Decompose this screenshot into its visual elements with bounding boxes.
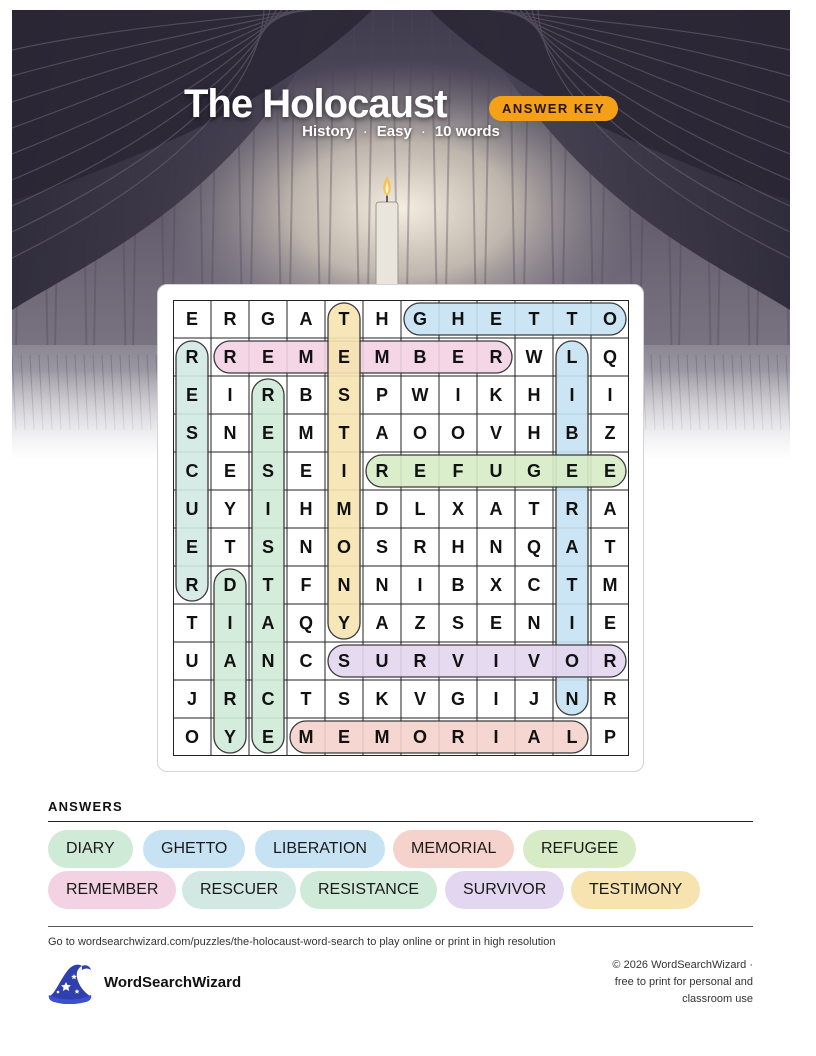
grid-letter[interactable]: U: [375, 650, 389, 671]
grid-letter[interactable]: R: [489, 346, 503, 367]
grid-letter[interactable]: I: [265, 498, 271, 519]
meta-word-count: 10 words: [434, 123, 500, 140]
grid-letter[interactable]: P: [603, 726, 616, 747]
grid-letter[interactable]: S: [261, 536, 274, 557]
answer-pill: SURVIVOR: [445, 871, 564, 909]
grid-letter[interactable]: E: [413, 460, 426, 481]
meta-category: History: [302, 123, 354, 140]
grid-letter[interactable]: Q: [298, 612, 313, 633]
answers-heading: ANSWERS: [48, 799, 123, 814]
grid-letter[interactable]: N: [375, 574, 389, 595]
grid-letter[interactable]: X: [451, 498, 464, 519]
grid-letter[interactable]: Z: [414, 612, 426, 633]
grid-letter[interactable]: J: [528, 688, 539, 709]
grid-letter[interactable]: R: [223, 688, 237, 709]
grid-letter[interactable]: I: [341, 460, 347, 481]
grid-letter[interactable]: E: [223, 460, 236, 481]
grid-letter[interactable]: M: [374, 346, 390, 367]
grid-letter[interactable]: R: [375, 460, 389, 481]
answer-pill: TESTIMONY: [571, 871, 700, 909]
grid-letter[interactable]: R: [603, 650, 617, 671]
grid-letter[interactable]: V: [413, 688, 426, 709]
grid-letter[interactable]: S: [185, 422, 198, 443]
grid-letter[interactable]: R: [223, 308, 237, 329]
grid-letter[interactable]: L: [566, 726, 578, 747]
grid-letter[interactable]: Y: [223, 726, 236, 747]
copyright-line: © 2026 WordSearchWizard ·: [612, 959, 753, 971]
grid-letter[interactable]: R: [185, 346, 199, 367]
grid-letter[interactable]: T: [566, 308, 578, 329]
grid-letter[interactable]: T: [300, 688, 312, 709]
grid-letter[interactable]: E: [337, 726, 350, 747]
grid-letter[interactable]: E: [565, 460, 578, 481]
grid-letter[interactable]: V: [451, 650, 464, 671]
grid-letter[interactable]: Q: [602, 346, 617, 367]
answer-pill: MEMORIAL: [393, 830, 514, 868]
grid-letter[interactable]: O: [450, 422, 465, 443]
grid-letter[interactable]: G: [412, 308, 427, 329]
grid-letter[interactable]: R: [451, 726, 465, 747]
grid-letter[interactable]: C: [185, 460, 199, 481]
grid-letter[interactable]: R: [413, 536, 427, 557]
grid-letter[interactable]: S: [375, 536, 388, 557]
answer-pill: REFUGEE: [523, 830, 636, 868]
grid-letter[interactable]: R: [413, 650, 427, 671]
grid-letter[interactable]: E: [185, 384, 198, 405]
grid-letter[interactable]: A: [223, 650, 237, 671]
grid-letter[interactable]: H: [299, 498, 313, 519]
grid-letter[interactable]: T: [566, 574, 578, 595]
puzzle-card: [157, 284, 644, 772]
grid-letter[interactable]: I: [569, 612, 575, 633]
grid-letter[interactable]: A: [527, 726, 541, 747]
grid-letter[interactable]: T: [528, 498, 540, 519]
grid-cells: [173, 300, 629, 756]
grid-letter[interactable]: R: [223, 346, 237, 367]
grid-letter[interactable]: R: [603, 688, 617, 709]
word-grid: [173, 300, 629, 756]
grid-letter[interactable]: L: [566, 346, 578, 367]
answer-pill: RESCUER: [182, 871, 296, 909]
grid-letter[interactable]: T: [224, 536, 236, 557]
puzzle-meta: [12, 123, 790, 140]
footer-link-text[interactable]: Go to wordsearchwizard.com/puzzles/the-holocaust-word-search to play online or print in high resolution: [48, 936, 556, 948]
grid-letter[interactable]: B: [299, 384, 313, 405]
grid-letter[interactable]: H: [375, 308, 389, 329]
grid-letter[interactable]: E: [489, 308, 502, 329]
wizard-hat-icon: [46, 962, 94, 1004]
answer-pill: DIARY: [48, 830, 133, 868]
grid-letter[interactable]: S: [337, 384, 350, 405]
grid-letter[interactable]: W: [525, 346, 543, 367]
grid-letter[interactable]: G: [260, 308, 275, 329]
grid-letter[interactable]: K: [375, 688, 389, 709]
grid-letter[interactable]: O: [564, 650, 579, 671]
grid-letter[interactable]: S: [261, 460, 274, 481]
grid-letter[interactable]: A: [261, 612, 275, 633]
grid-letter[interactable]: T: [528, 308, 540, 329]
answer-pill: GHETTO: [143, 830, 245, 868]
meta-separator: ·: [362, 123, 368, 140]
grid-letter[interactable]: I: [455, 384, 461, 405]
meta-difficulty: Easy: [376, 123, 412, 140]
grid-letter[interactable]: U: [185, 498, 199, 519]
answer-pill: RESISTANCE: [300, 871, 437, 909]
grid-letter[interactable]: M: [298, 422, 314, 443]
divider: [48, 926, 753, 927]
grid-letter[interactable]: G: [450, 688, 465, 709]
grid-letter[interactable]: O: [336, 536, 351, 557]
grid-letter[interactable]: F: [452, 460, 464, 481]
grid-letter[interactable]: Z: [604, 422, 616, 443]
grid-letter[interactable]: N: [299, 536, 313, 557]
grid-letter[interactable]: R: [565, 498, 579, 519]
answer-pill: LIBERATION: [255, 830, 385, 868]
grid-letter[interactable]: T: [338, 308, 350, 329]
grid-letter[interactable]: V: [527, 650, 540, 671]
page-title: The Holocaust: [184, 82, 447, 126]
grid-letter[interactable]: H: [527, 422, 541, 443]
grid-letter[interactable]: V: [489, 422, 502, 443]
grid-letter[interactable]: I: [493, 726, 499, 747]
divider: [48, 821, 753, 822]
grid-letter[interactable]: I: [493, 688, 499, 709]
grid-letter[interactable]: I: [417, 574, 423, 595]
grid-letter[interactable]: I: [227, 384, 233, 405]
grid-letter[interactable]: U: [489, 460, 503, 481]
grid-letter[interactable]: G: [526, 460, 541, 481]
grid-letter[interactable]: S: [451, 612, 464, 633]
grid-letter[interactable]: R: [185, 574, 199, 595]
grid-letter[interactable]: I: [227, 612, 233, 633]
grid-letter[interactable]: E: [261, 726, 274, 747]
grid-letter[interactable]: O: [412, 726, 427, 747]
grid-letter[interactable]: O: [602, 308, 617, 329]
copyright-line: classroom use: [682, 993, 753, 1005]
grid-letter[interactable]: H: [527, 384, 541, 405]
grid-letter[interactable]: K: [489, 384, 503, 405]
grid-letter[interactable]: M: [602, 574, 618, 595]
grid-letter[interactable]: A: [375, 612, 389, 633]
grid-letter[interactable]: H: [451, 308, 465, 329]
grid-letter[interactable]: Y: [337, 612, 350, 633]
grid-letter[interactable]: X: [489, 574, 502, 595]
grid-letter[interactable]: N: [261, 650, 275, 671]
grid-letter[interactable]: H: [451, 536, 465, 557]
grid-letter[interactable]: E: [603, 460, 616, 481]
grid-letter[interactable]: E: [603, 612, 616, 633]
grid-letter[interactable]: E: [337, 346, 350, 367]
grid-letter[interactable]: L: [414, 498, 426, 519]
grid-letter[interactable]: F: [300, 574, 312, 595]
grid-letter[interactable]: S: [337, 688, 350, 709]
grid-letter[interactable]: T: [186, 612, 198, 633]
grid-letter[interactable]: A: [603, 498, 617, 519]
grid-letter[interactable]: B: [451, 574, 465, 595]
grid-letter[interactable]: A: [565, 536, 579, 557]
brand-name: WordSearchWizard: [104, 974, 242, 991]
grid-letter[interactable]: O: [412, 422, 427, 443]
grid-letter[interactable]: B: [413, 346, 427, 367]
grid-letter[interactable]: S: [337, 650, 350, 671]
grid-letter[interactable]: E: [185, 536, 198, 557]
grid-letter[interactable]: E: [489, 612, 502, 633]
grid-letter[interactable]: W: [411, 384, 429, 405]
grid-letter[interactable]: N: [337, 574, 351, 595]
grid-letter[interactable]: P: [375, 384, 388, 405]
grid-letter[interactable]: Q: [526, 536, 541, 557]
grid-letter[interactable]: A: [489, 498, 503, 519]
grid-letter[interactable]: A: [375, 422, 389, 443]
grid-letter[interactable]: C: [299, 650, 313, 671]
grid-letter[interactable]: M: [298, 346, 314, 367]
grid-letter[interactable]: M: [298, 726, 314, 747]
grid-letter[interactable]: Y: [223, 498, 236, 519]
grid-letter[interactable]: M: [374, 726, 390, 747]
grid-letter[interactable]: D: [375, 498, 389, 519]
grid-letter[interactable]: C: [261, 688, 275, 709]
grid-letter[interactable]: U: [185, 650, 199, 671]
grid-letter[interactable]: T: [262, 574, 274, 595]
grid-letter[interactable]: E: [299, 460, 312, 481]
grid-letter[interactable]: E: [451, 346, 464, 367]
meta-separator: ·: [420, 123, 426, 140]
grid-letter[interactable]: C: [527, 574, 541, 595]
answer-key-badge: ANSWER KEY: [489, 96, 618, 121]
copyright-notice: [560, 957, 753, 1008]
grid-letter[interactable]: E: [261, 346, 274, 367]
grid-letter[interactable]: A: [299, 308, 313, 329]
grid-letter[interactable]: I: [607, 384, 613, 405]
grid-letter[interactable]: M: [336, 498, 352, 519]
grid-letter[interactable]: E: [261, 422, 274, 443]
grid-letter[interactable]: B: [565, 422, 579, 443]
grid-letter[interactable]: T: [604, 536, 616, 557]
grid-letter[interactable]: I: [569, 384, 575, 405]
grid-letter[interactable]: T: [338, 422, 350, 443]
grid-letter[interactable]: N: [223, 422, 237, 443]
copyright-line: free to print for personal and: [614, 976, 753, 988]
answer-pill: REMEMBER: [48, 871, 176, 909]
grid-letter[interactable]: D: [223, 574, 237, 595]
grid-letter[interactable]: N: [565, 688, 579, 709]
grid-letter[interactable]: J: [186, 688, 197, 709]
grid-letter[interactable]: N: [489, 536, 503, 557]
grid-letter[interactable]: I: [493, 650, 499, 671]
grid-letter[interactable]: O: [184, 726, 199, 747]
grid-letter[interactable]: R: [261, 384, 275, 405]
grid-letter[interactable]: E: [185, 308, 198, 329]
grid-letter[interactable]: N: [527, 612, 541, 633]
